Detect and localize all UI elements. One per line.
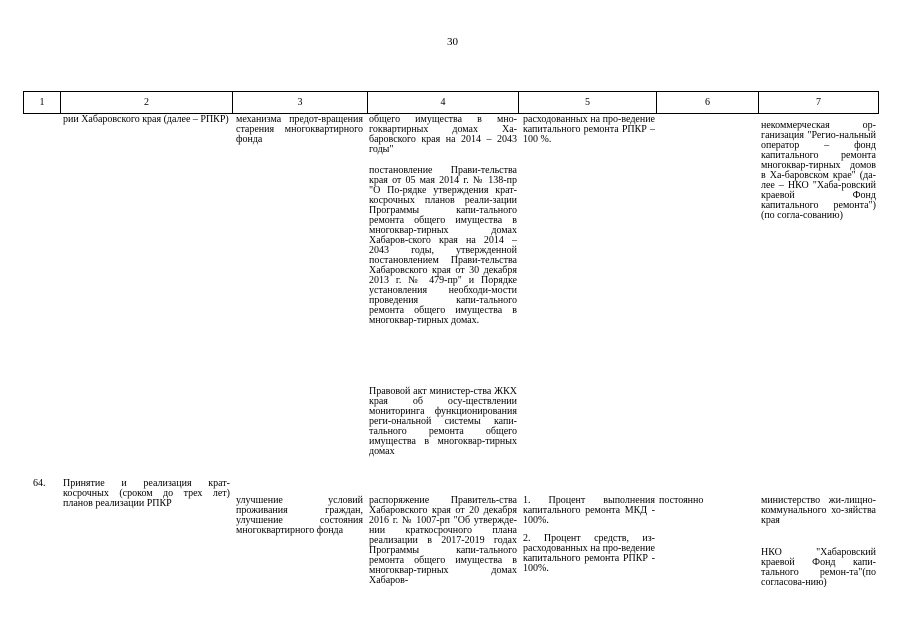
- header-col-5: 5: [518, 92, 656, 113]
- header-col-6: 6: [656, 92, 758, 113]
- cont-col3-text: механизма предот-вращения старения многоквартирного фонда: [236, 114, 363, 145]
- header-col-2: 2: [60, 92, 232, 113]
- page-number: 30: [447, 36, 458, 48]
- header-col-4: 4: [367, 92, 518, 113]
- row64-col7-para2: НКО "Хабаровский краевой Фонд капи-тального ремон-та"(по согласова-нию): [761, 547, 876, 588]
- header-col-7: 7: [758, 92, 879, 113]
- row64-col7-para1: министерство жи-лищно-коммунального хо-зяйства края: [761, 495, 876, 526]
- row64-col5-para2: 2. Процент средств, из-расходованных на про-ведение капитального ремонта РПКР - 100%.: [523, 533, 655, 574]
- table-header-row: [23, 91, 879, 114]
- header-col-1: 1: [23, 92, 60, 113]
- row64-col2-text: Принятие и реализация крат-косрочных (сроком до трех лет) планов реализации РПКР: [63, 478, 230, 509]
- cont-col7-text: некоммерческая ор-ганизация "Регио-нальный оператор – фонд капитального ремонта многоквар-тирных домов в Ха-баровском крае" (да-лее – НКО "Хаба-ровский краевой Фонд капитального ремонта") (по согла-сованию): [761, 120, 876, 221]
- row64-number: 64.: [33, 478, 46, 489]
- cont-col2-text: рии Хабаровского края (далее – РПКР): [63, 114, 229, 125]
- header-col-3: 3: [232, 92, 367, 113]
- row64-col6-text: постоянно: [659, 495, 704, 506]
- cont-col4-para2: постановление Прави-тельства края от 05 мая 2014 г. № 138-пр "О По-рядке утверждения крат-косрочных планов реали-зации Программы капи-тального ремонта общего имущества в многоквар-тирных домах Хабаров-ского края на 2014 – 2043 годы, утвержденной постановлением Прави-тельства Хабаровского края от 30 декабря 2013 г. № 479-пр" и Порядке установления необходи-мости проведения капи-тального ремонта общего имущества в многоквар-тирных домах.: [369, 165, 517, 326]
- row64-col5-para1: 1. Процент выполнения капитального ремонта МКД - 100%.: [523, 495, 655, 526]
- cont-col4-para1: общего имущества в мно-гоквартирных домах Ха-баровского края на 2014 – 2043 годы": [369, 114, 517, 155]
- cont-col5-text: расходованных на про-ведение капитального ремонта РПКР – 100 %.: [523, 114, 655, 145]
- cont-col4-para3: Правовой акт министер-ства ЖКХ края об осу-ществлении мониторинга функционирования реги-ональной системы капи-тального ремонта общего имущества в многоквар-тирных домах: [369, 386, 517, 457]
- row64-col3-text: улучшение условий проживания граждан, улучшение состояния многоквартирного фонда: [236, 495, 363, 536]
- row64-col4-text: распоряжение Правитель-ства Хабаровского края от 20 декабря 2016 г. № 1007-рп "Об утвержде-нии краткосрочного плана реализации в 2017-2019 годах Программы капи-тального ремонта общего имущества в многоквар-тирных домах Хабаров-: [369, 495, 517, 586]
